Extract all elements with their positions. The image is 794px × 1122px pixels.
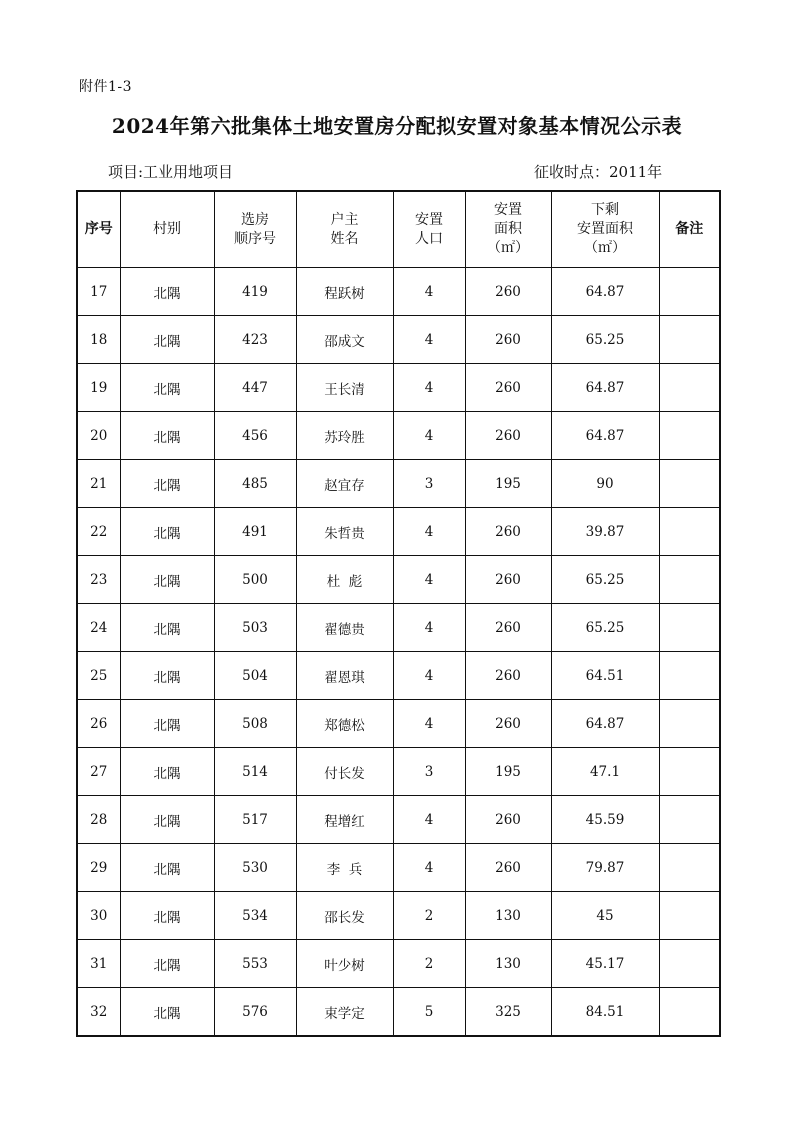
- cell-note: [659, 700, 720, 748]
- cell-remain: 64.51: [551, 652, 659, 700]
- cell-village: 北隅: [120, 988, 214, 1037]
- cell-name: 赵宜存: [296, 460, 393, 508]
- cell-remain: 47.1: [551, 748, 659, 796]
- cell-area: 260: [465, 316, 551, 364]
- cell-seq: 27: [77, 748, 120, 796]
- cell-area: 195: [465, 748, 551, 796]
- table-header-row: [77, 191, 720, 268]
- cell-people: 3: [393, 460, 465, 508]
- page-title: 2024年第六批集体土地安置房分配拟安置对象基本情况公示表: [111, 114, 683, 138]
- cell-village: 北隅: [120, 556, 214, 604]
- cell-seq: 22: [77, 508, 120, 556]
- cell-village: 北隅: [120, 412, 214, 460]
- cell-people: 4: [393, 364, 465, 412]
- cell-order: 553: [214, 940, 296, 988]
- header-owner: [296, 191, 393, 268]
- header-seq: 序号: [77, 191, 120, 268]
- cell-note: [659, 508, 720, 556]
- header-remain-line1: 下剩: [591, 202, 619, 218]
- cell-order: 508: [214, 700, 296, 748]
- cell-remain: 45.17: [551, 940, 659, 988]
- cell-people: 2: [393, 892, 465, 940]
- header-owner-line1: 户主: [330, 211, 359, 228]
- cell-area: 260: [465, 604, 551, 652]
- header-note: 备注: [659, 191, 720, 268]
- cell-order: 423: [214, 316, 296, 364]
- cell-note: [659, 796, 720, 844]
- cell-area: 260: [465, 508, 551, 556]
- cell-people: 4: [393, 844, 465, 892]
- cell-name: 邵成文: [296, 316, 393, 364]
- table-row: [77, 412, 720, 460]
- cell-note: [659, 748, 720, 796]
- cell-order: 534: [214, 892, 296, 940]
- cell-name: 朱哲贵: [296, 508, 393, 556]
- header-order-line1: 选房: [241, 211, 269, 228]
- cell-name: 束学定: [296, 988, 393, 1037]
- cell-seq: 25: [77, 652, 120, 700]
- cell-order: 491: [214, 508, 296, 556]
- header-people: [393, 191, 465, 268]
- table-row: [77, 604, 720, 652]
- cell-note: [659, 556, 720, 604]
- cell-order: 514: [214, 748, 296, 796]
- header-people-line1: 安置: [415, 211, 443, 228]
- cell-remain: 64.87: [551, 412, 659, 460]
- header-remain-unit: （㎡）: [584, 240, 626, 256]
- header-remain-line2: 安置面积: [577, 221, 633, 237]
- cell-order: 504: [214, 652, 296, 700]
- cell-people: 4: [393, 652, 465, 700]
- table-row: [77, 364, 720, 412]
- cell-note: [659, 844, 720, 892]
- header-owner-line2: 姓名: [330, 230, 359, 247]
- cell-seq: 26: [77, 700, 120, 748]
- cell-area: 260: [465, 652, 551, 700]
- header-area-unit: （㎡）: [487, 240, 529, 256]
- cell-village: 北隅: [120, 748, 214, 796]
- cell-area: 260: [465, 268, 551, 316]
- cell-name: 付长发: [296, 748, 393, 796]
- cell-people: 4: [393, 556, 465, 604]
- cell-people: 4: [393, 316, 465, 364]
- cell-area: 260: [465, 412, 551, 460]
- cell-name: 苏玲胜: [296, 412, 393, 460]
- table-row: [77, 892, 720, 940]
- cell-remain: 45: [551, 892, 659, 940]
- cell-remain: 84.51: [551, 988, 659, 1037]
- cell-area: 260: [465, 796, 551, 844]
- cell-area: 260: [465, 556, 551, 604]
- cell-village: 北隅: [120, 508, 214, 556]
- cell-people: 4: [393, 700, 465, 748]
- table-row: [77, 748, 720, 796]
- cell-note: [659, 940, 720, 988]
- cell-order: 500: [214, 556, 296, 604]
- cell-name: 邵长发: [296, 892, 393, 940]
- cell-area: 195: [465, 460, 551, 508]
- cell-area: 130: [465, 940, 551, 988]
- cell-village: 北隅: [120, 700, 214, 748]
- header-people-line2: 人口: [415, 230, 443, 247]
- cell-order: 503: [214, 604, 296, 652]
- cell-village: 北隅: [120, 796, 214, 844]
- cell-village: 北隅: [120, 892, 214, 940]
- cell-seq: 23: [77, 556, 120, 604]
- cell-village: 北隅: [120, 268, 214, 316]
- cell-note: [659, 412, 720, 460]
- header-area: [465, 191, 551, 268]
- cell-village: 北隅: [120, 460, 214, 508]
- cell-name: 程增红: [296, 796, 393, 844]
- cell-remain: 64.87: [551, 268, 659, 316]
- cell-note: [659, 460, 720, 508]
- cell-order: 419: [214, 268, 296, 316]
- cell-area: 260: [465, 364, 551, 412]
- cell-seq: 21: [77, 460, 120, 508]
- table-row: [77, 700, 720, 748]
- cell-note: [659, 652, 720, 700]
- header-order: [214, 191, 296, 268]
- cell-area: 260: [465, 844, 551, 892]
- table-row: [77, 268, 720, 316]
- header-area-line2: 面积: [494, 221, 522, 237]
- table-row: [77, 508, 720, 556]
- cell-order: 517: [214, 796, 296, 844]
- cell-people: 5: [393, 988, 465, 1037]
- header-area-line1: 安置: [494, 202, 522, 218]
- table-row: [77, 940, 720, 988]
- cell-name: 杜 彪: [296, 556, 393, 604]
- table-row: [77, 460, 720, 508]
- cell-village: 北隅: [120, 316, 214, 364]
- cell-order: 447: [214, 364, 296, 412]
- cell-remain: 65.25: [551, 556, 659, 604]
- cell-name: 李 兵: [296, 844, 393, 892]
- cell-order: 530: [214, 844, 296, 892]
- cell-remain: 90: [551, 460, 659, 508]
- table-row: [77, 988, 720, 1037]
- cell-people: 3: [393, 748, 465, 796]
- cell-name: 程跃树: [296, 268, 393, 316]
- cell-people: 4: [393, 268, 465, 316]
- cell-area: 260: [465, 700, 551, 748]
- cell-remain: 65.25: [551, 604, 659, 652]
- cell-remain: 45.59: [551, 796, 659, 844]
- cell-remain: 39.87: [551, 508, 659, 556]
- cell-name: 叶少树: [296, 940, 393, 988]
- cell-name: 翟德贵: [296, 604, 393, 652]
- cell-village: 北隅: [120, 604, 214, 652]
- cell-seq: 17: [77, 268, 120, 316]
- cell-note: [659, 988, 720, 1037]
- period-label: 征收时点：2011年: [534, 163, 663, 181]
- cell-note: [659, 892, 720, 940]
- header-village: 村别: [120, 191, 214, 268]
- cell-seq: 20: [77, 412, 120, 460]
- cell-note: [659, 268, 720, 316]
- cell-village: 北隅: [120, 364, 214, 412]
- header-remain: [551, 191, 659, 268]
- resettlement-table: [76, 190, 721, 1037]
- cell-seq: 19: [77, 364, 120, 412]
- table-row: [77, 652, 720, 700]
- cell-order: 456: [214, 412, 296, 460]
- cell-people: 4: [393, 412, 465, 460]
- cell-seq: 31: [77, 940, 120, 988]
- cell-people: 2: [393, 940, 465, 988]
- table-row: [77, 316, 720, 364]
- cell-note: [659, 364, 720, 412]
- cell-seq: 24: [77, 604, 120, 652]
- header-order-line2: 顺序号: [234, 230, 276, 247]
- cell-seq: 32: [77, 988, 120, 1037]
- cell-people: 4: [393, 508, 465, 556]
- table-row: [77, 844, 720, 892]
- attachment-label: 附件1-3: [79, 79, 133, 95]
- project-label: 项目:工业用地项目: [108, 163, 234, 181]
- cell-seq: 29: [77, 844, 120, 892]
- cell-name: 翟恩琪: [296, 652, 393, 700]
- cell-people: 4: [393, 604, 465, 652]
- table-row: [77, 796, 720, 844]
- cell-area: 325: [465, 988, 551, 1037]
- cell-seq: 30: [77, 892, 120, 940]
- cell-remain: 64.87: [551, 364, 659, 412]
- cell-remain: 64.87: [551, 700, 659, 748]
- cell-area: 130: [465, 892, 551, 940]
- cell-note: [659, 316, 720, 364]
- cell-name: 郑德松: [296, 700, 393, 748]
- cell-remain: 79.87: [551, 844, 659, 892]
- cell-village: 北隅: [120, 844, 214, 892]
- cell-remain: 65.25: [551, 316, 659, 364]
- cell-seq: 18: [77, 316, 120, 364]
- cell-order: 576: [214, 988, 296, 1037]
- cell-seq: 28: [77, 796, 120, 844]
- cell-village: 北隅: [120, 652, 214, 700]
- cell-people: 4: [393, 796, 465, 844]
- cell-note: [659, 604, 720, 652]
- cell-order: 485: [214, 460, 296, 508]
- cell-village: 北隅: [120, 940, 214, 988]
- cell-name: 王长清: [296, 364, 393, 412]
- table-row: [77, 556, 720, 604]
